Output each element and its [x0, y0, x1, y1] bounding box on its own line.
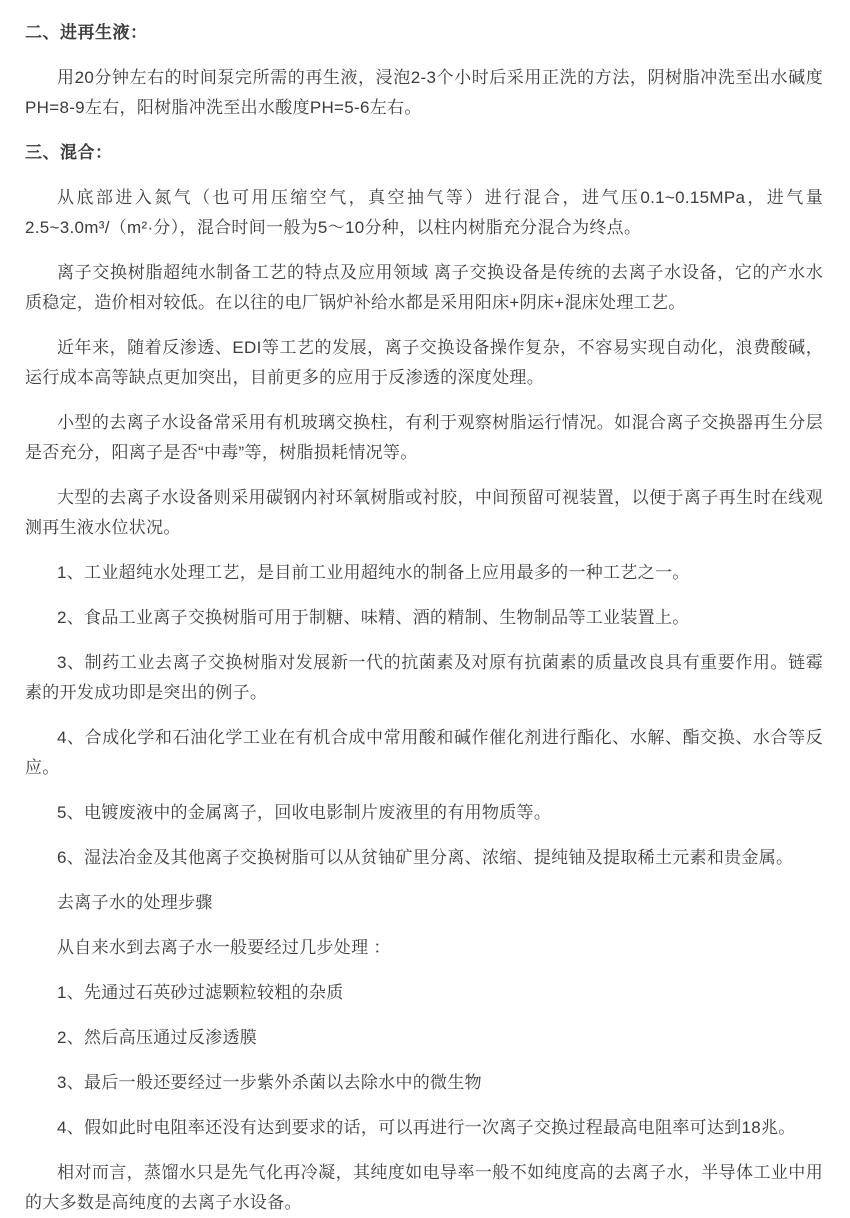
- paragraph: 小型的去离子水设备常采用有机玻璃交换柱，有利于观察树脂运行情况。如混合离子交换器再生分层是否充分，阳离子是否“中毒”等，树脂损耗情况等。: [25, 413, 823, 462]
- paragraph-steps-title: 去离子水的处理步骤: [57, 893, 213, 912]
- paragraph: 用20分钟左右的时间泵完所需的再生液，浸泡2-3个小时后采用正洗的方法，阴树脂冲洗至出水碱度PH=8-9左右，阳树脂冲洗至出水酸度PH=5-6左右。: [25, 68, 823, 117]
- list-item-step-4: 4、假如此时电阻率还没有达到要求的话，可以再进行一次离子交换过程最高电阻率可达到18兆。: [57, 1118, 796, 1137]
- paragraph: 从底部进入氮气（也可用压缩空气，真空抽气等）进行混合，进气压0.1~0.15MPa，进气量2.5~3.0m³/（m²·分），混合时间一般为5～10分种，以柱内树脂充分混合为终点。: [25, 188, 823, 237]
- paragraph: 近年来，随着反渗透、EDI等工艺的发展，离子交换设备操作复杂，不容易实现自动化，浪费酸碱，运行成本高等缺点更加突出，目前更多的应用于反渗透的深度处理。: [25, 338, 823, 387]
- section-heading-regenerant: 二、进再生液：: [25, 23, 148, 42]
- list-item-application-6: 6、湿法冶金及其他离子交换树脂可以从贫铀矿里分离、浓缩、提纯铀及提取稀土元素和贵金属。: [57, 848, 794, 867]
- section-heading-mixing: 三、混合：: [25, 143, 113, 162]
- list-item-application-1: 1、工业超纯水处理工艺，是目前工业用超纯水的制备上应用最多的一种工艺之一。: [57, 563, 690, 582]
- paragraph-conclusion: 相对而言，蒸馏水只是先气化再冷凝，其纯度如电导率一般不如纯度高的去离子水，半导体工业中用的大多数是高纯度的去离子水设备。: [25, 1163, 823, 1212]
- paragraph: 大型的去离子水设备则采用碳钢内衬环氧树脂或衬胶，中间预留可视装置，以便于离子再生时在线观测再生液水位状况。: [25, 488, 823, 537]
- list-item-step-2: 2、然后高压通过反渗透膜: [57, 1028, 258, 1047]
- list-item-application-2: 2、食品工业离子交换树脂可用于制糖、味精、酒的精制、生物制品等工业装置上。: [57, 608, 690, 627]
- list-item-application-3: 3、制药工业去离子交换树脂对发展新一代的抗菌素及对原有抗菌素的质量改良具有重要作用。链霉素的开发成功即是突出的例子。: [25, 653, 823, 702]
- list-item-application-4: 4、合成化学和石油化学工业在有机合成中常用酸和碱作催化剂进行酯化、水解、酯交换、水合等反应。: [25, 728, 823, 777]
- list-item-step-1: 1、先通过石英砂过滤颗粒较粗的杂质: [57, 983, 344, 1002]
- paragraph: 离子交换树脂超纯水制备工艺的特点及应用领域 离子交换设备是传统的去离子水设备，它的产水水质稳定，造价相对较低。在以往的电厂锅炉补给水都是采用阳床+阴床+混床处理工艺。: [25, 263, 823, 312]
- paragraph-steps-intro: 从自来水到去离子水一般要经过几步处理 ：: [57, 938, 391, 957]
- list-item-step-3: 3、最后一般还要经过一步紫外杀菌以去除水中的微生物: [57, 1073, 482, 1092]
- list-item-application-5: 5、电镀废液中的金属离子，回收电影制片废液里的有用物质等。: [57, 803, 552, 822]
